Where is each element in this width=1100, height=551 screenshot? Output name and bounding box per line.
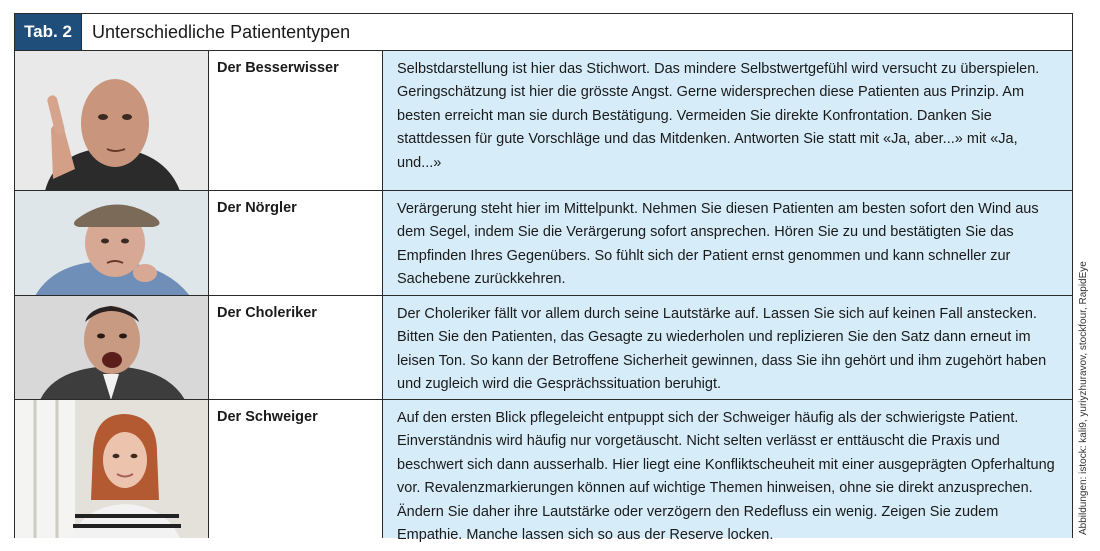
table-row bbox=[15, 296, 1072, 400]
table-title: Unterschiedliche Patiententypen bbox=[92, 21, 351, 42]
table-row bbox=[15, 191, 1072, 296]
row-name: Der Besserwisser bbox=[209, 51, 383, 190]
row-description: Selbstdarstellung ist hier das Stichwort. Das mindere Selbstwertgefühl wird versucht zu überspielen. Geringschätzung ist hier die grösste Angst. Gerne widersprechen diese Patienten aus Prinzip. Am besten erreicht man sie durch Bestätigung. Vermeiden Sie direkte Konfrontation. Danken Sie stattdessen für gute Vorschläge und das Mitdenken. Antworten Sie statt mit «Ja, aber...» mit «Ja, und...» bbox=[383, 51, 1072, 190]
photo-noergler bbox=[15, 191, 209, 295]
row-description: Der Choleriker fällt vor allem durch seine Lautstärke auf. Lassen Sie sich auf keinen Fall anstecken. Bitten Sie den Patienten, das Gesagte zu wiederholen und replizieren Sie den Satz dann erneut im leisen Ton. So kann der Betroffene Sicherheit gewinnen, dass Sie ihn gehört und ihm zugehört haben und zugleich wird die Gesprächssituation beruhigt. bbox=[383, 296, 1072, 399]
table-number: Tab. 2 bbox=[15, 14, 82, 50]
photo-schweiger bbox=[15, 400, 209, 538]
photo-choleriker bbox=[15, 296, 209, 399]
patient-types-table bbox=[14, 13, 1073, 544]
row-name: Der Nörgler bbox=[209, 191, 383, 295]
image-credit: Abbildungen: istock: kali9, yuriyzhuravov, stockfour, RapidEye bbox=[1078, 261, 1089, 535]
table-row bbox=[15, 400, 1072, 544]
row-description: Auf den ersten Blick pflegeleicht entpuppt sich der Schweiger häufig als der schwierigste Patient. Einverständnis wird häufig nur vorgetäuscht. Nicht selten verlässt er enttäuscht die Praxis und beschwert sich dann ausserhalb. Hier liegt eine Konfliktscheuheit mit einer ausgeprägten Opferhaltung vor. Revalenzmarkierungen können auf wichtige Themen hinweisen, ohne sie direkt anzusprechen. Ändern Sie daher ihre Lautstärke oder verzögern den Redefluss ein wenig. Zeigen Sie zudem Empathie. Manche lassen sich so aus der Reserve locken. bbox=[383, 400, 1072, 538]
table-row bbox=[15, 51, 1072, 191]
table-header bbox=[15, 14, 1072, 51]
row-name: Der Schweiger bbox=[209, 400, 383, 538]
row-description: Verärgerung steht hier im Mittelpunkt. Nehmen Sie diesen Patienten am besten sofort den Wind aus dem Segel, indem Sie die Verärgerung sofort ansprechen. Hören Sie zu und bestätigten Sie das Empfinden Ihres Gegenübers. So fühlt sich der Patient ernst genommen und kann schneller zur Sachebene zurückkehren. bbox=[383, 191, 1072, 295]
photo-besserwisser bbox=[15, 51, 209, 190]
row-name: Der Choleriker bbox=[209, 296, 383, 399]
